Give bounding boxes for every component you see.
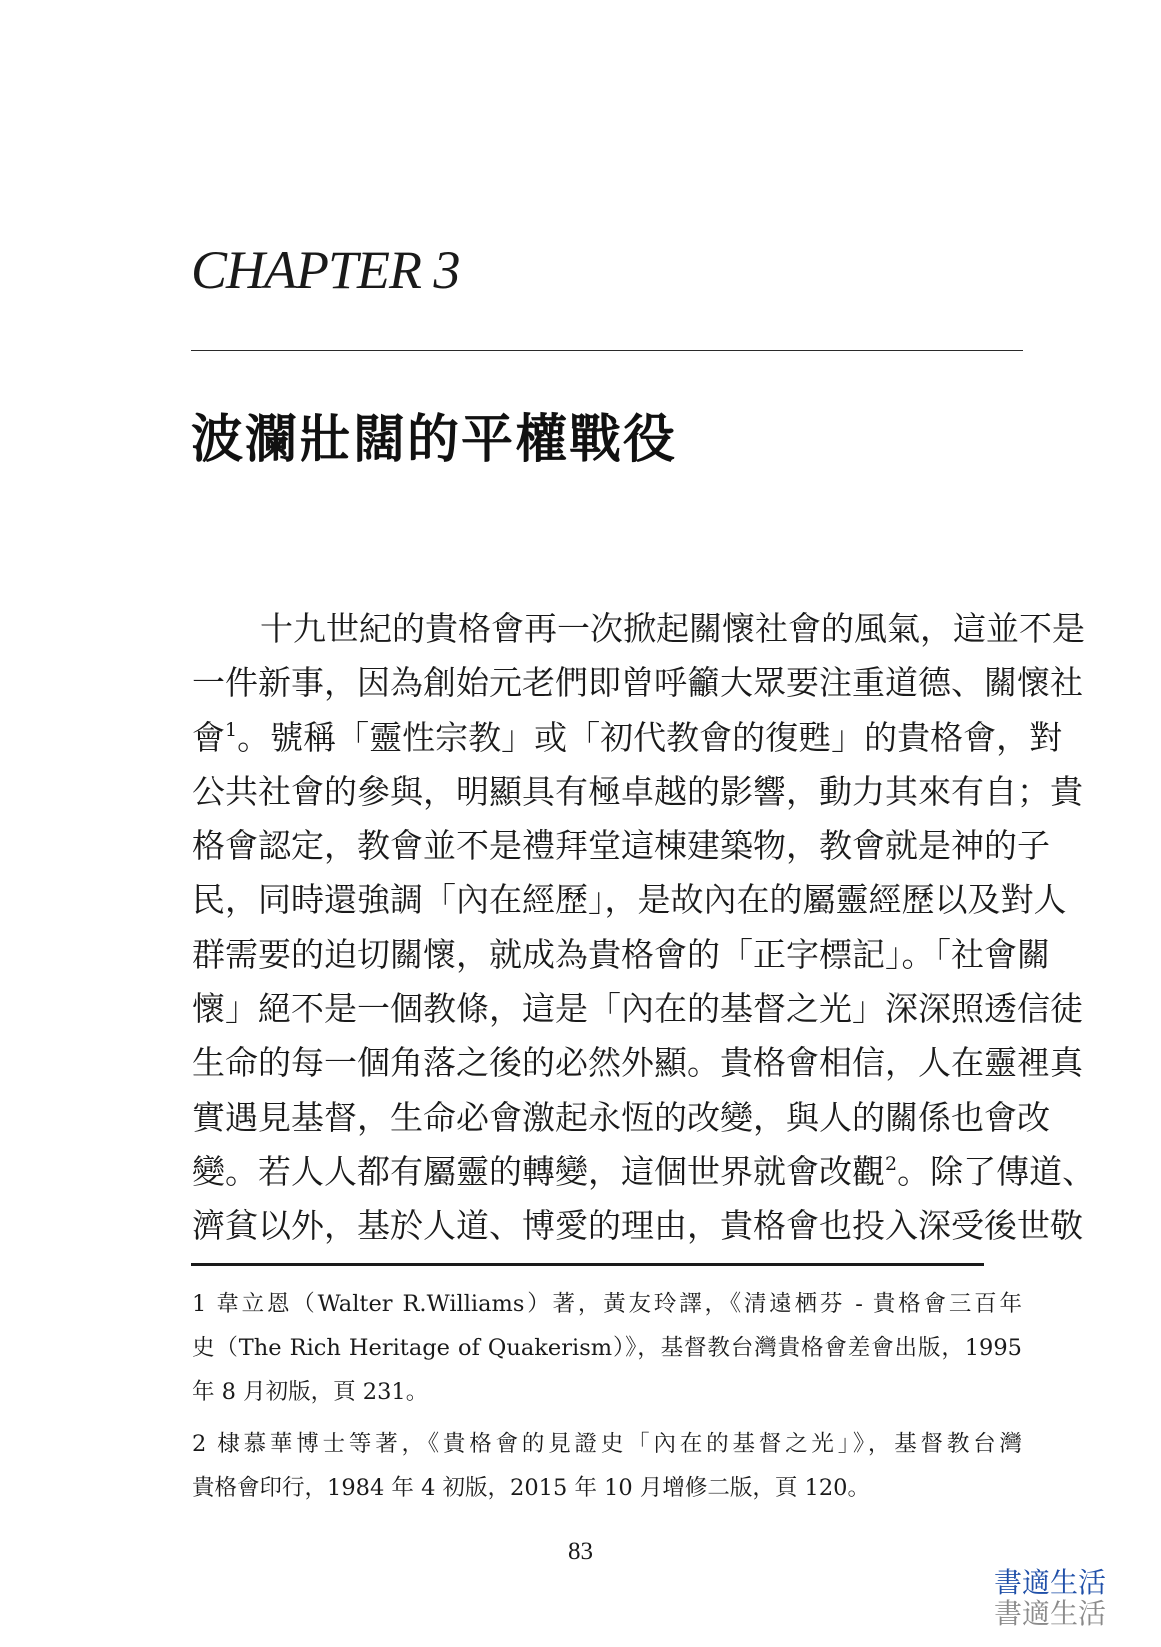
footnote-1-line: 史（The Rich Heritage of Quakerism）》，基督教台灣貴格會差會出版，1995 <box>192 1335 1022 1361</box>
body-line: 群需要的迫切關懷，就成為貴格會的「正字標記」。「社會關 <box>192 934 1050 974</box>
body-line: 十九世紀的貴格會再一次掀起關懷社會的風氣，這並不是 <box>260 609 1085 648</box>
body-line: 會$^1$。號稱「靈性宗教」或「初代教會的復甦」的貴格會，對 <box>192 717 1063 757</box>
body-line: 一件新事，因為創始元老們即曾呼籲大眾要注重道德、關懷社 <box>192 663 1083 703</box>
footnote-divider <box>191 1263 984 1266</box>
body-line: 民，同時還強調「內在經歷」，是故內在的屬靈經歷以及對人 <box>192 880 1067 920</box>
footnote-ref-1[interactable]: 1 <box>225 718 238 741</box>
chapter-title: 波瀾壯闊的平權戰役 <box>191 410 678 470</box>
footnote-2-line: 2 棣慕華博士等著，《貴格會的見證史「內在的基督之光」》，基督教台灣 <box>192 1431 1022 1457</box>
body-line: 公共社會的參與，明顯具有極卓越的影響，動力其來有自；貴 <box>192 771 1083 811</box>
footnote-1-line: 年 8 月初版，頁 231。 <box>192 1379 429 1405</box>
body-line: 格會認定，教會並不是禮拜堂這棟建築物，教會就是神的子 <box>192 826 1050 866</box>
page-number: 83 <box>568 1538 593 1565</box>
watermark-primary: 書適生活 <box>993 1566 1106 1599</box>
body-line: 濟貧以外，基於人道、博愛的理由，貴格會也投入深受後世敬 <box>192 1206 1083 1246</box>
body-line: 生命的每一個角落之後的必然外顯。貴格會相信，人在靈裡真 <box>192 1043 1083 1083</box>
body-text <box>192 602 1096 1254</box>
body-line: 懷」絕不是一個教條，這是「內在的基督之光」深深照透信徒 <box>192 989 1083 1029</box>
watermark <box>994 1567 1106 1629</box>
watermark-secondary: 書適生活 <box>993 1597 1106 1630</box>
body-line: 實遇見基督，生命必會激起永恆的改變，與人的關係也會改 <box>192 1097 1050 1137</box>
body-line: 變。若人人都有屬靈的轉變，這個世界就會改觀$^2$。除了傳道、 <box>192 1151 1096 1191</box>
footnote-2-line: 貴格會印行，1984 年 4 初版，2015 年 10 月增修二版，頁 120。 <box>192 1475 870 1501</box>
chapter-label: CHAPTER 3 <box>191 240 460 300</box>
footnote-ref-2[interactable]: 2 <box>885 1152 898 1175</box>
chapter-divider <box>191 350 1023 351</box>
footnotes <box>192 1282 1022 1510</box>
footnote-1-line: 1 韋立恩（Walter R.Williams）著，黃友玲譯，《清遠栖芬 - 貴格會三百年 <box>192 1291 1022 1317</box>
